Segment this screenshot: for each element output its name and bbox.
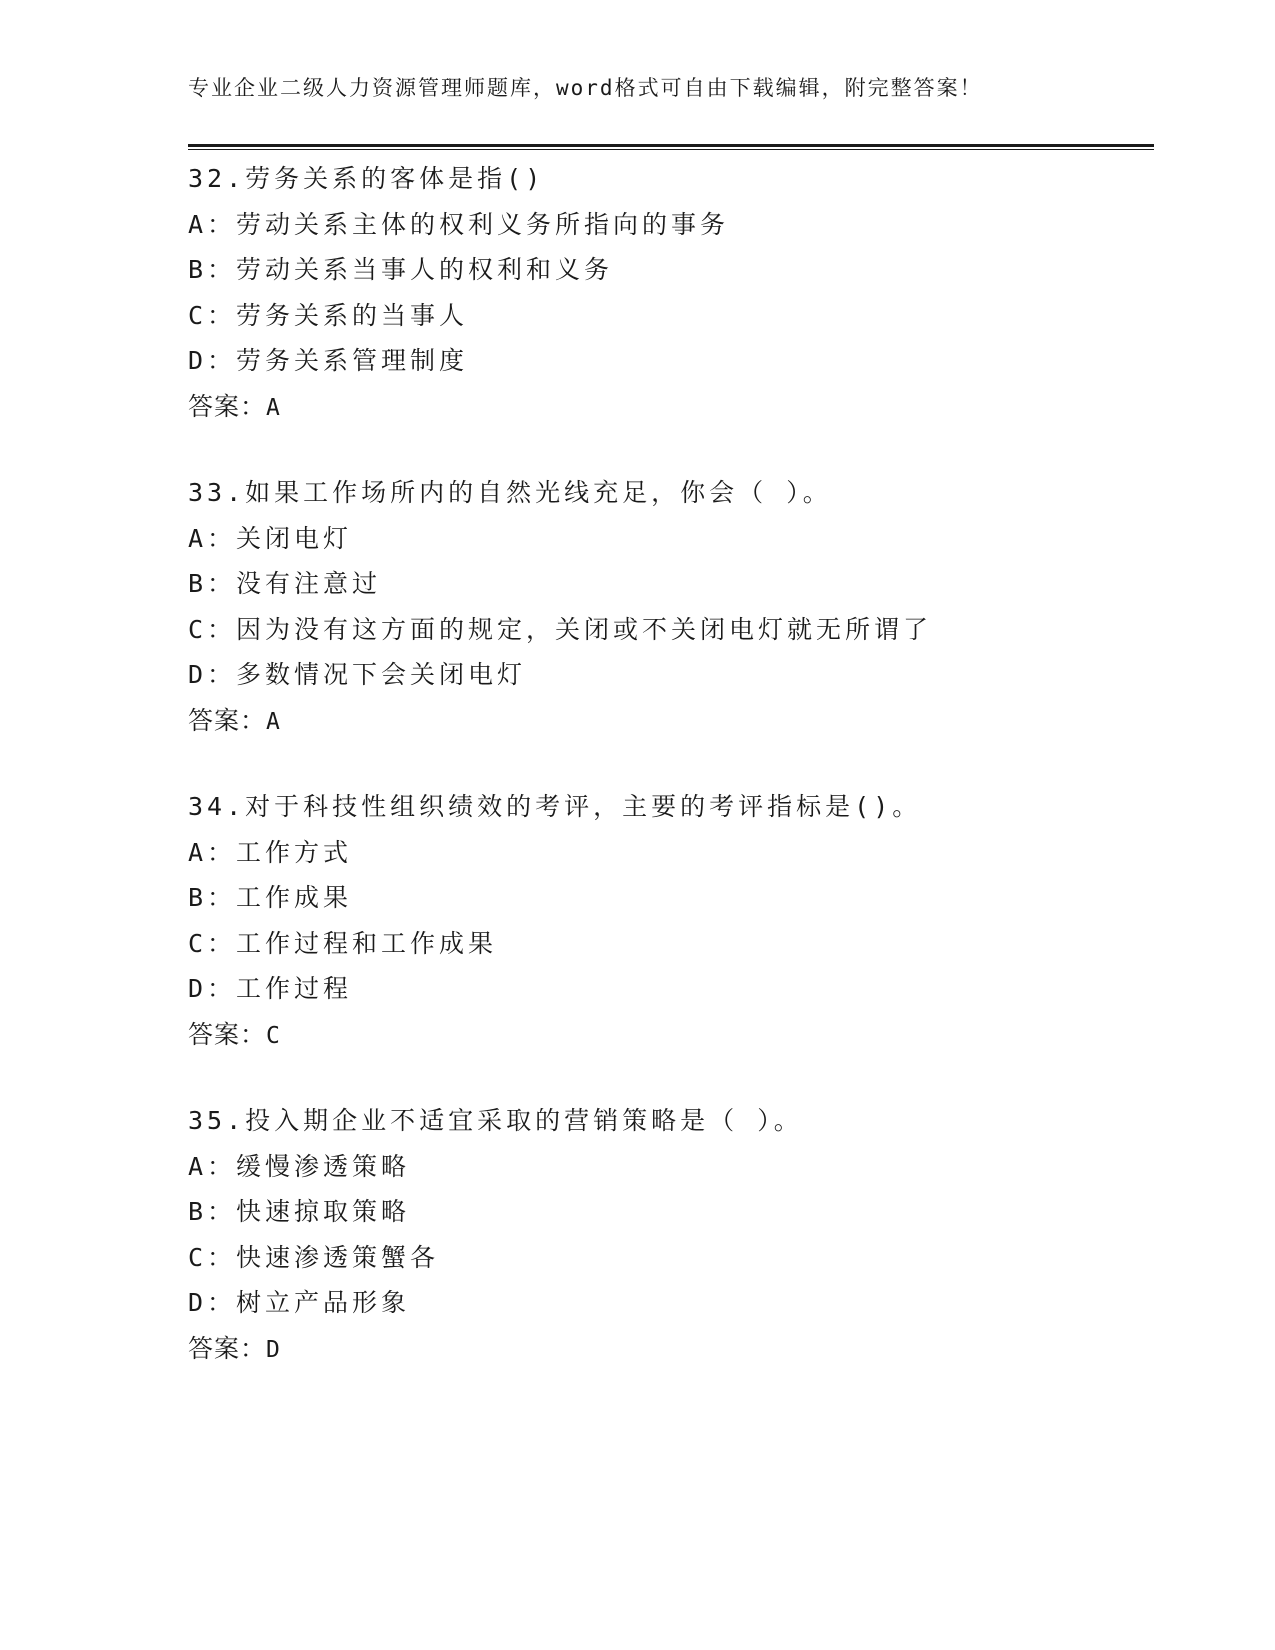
option-a: A：工作方式 — [188, 837, 353, 867]
header-divider-thin — [188, 149, 1154, 150]
question-list — [188, 156, 1154, 1412]
answer-value: C — [266, 1022, 280, 1049]
question-34 — [188, 784, 1154, 1057]
option-b: B：快速掠取策略 — [188, 1197, 411, 1226]
option-a: A：关闭电灯 — [188, 523, 353, 553]
answer-line — [188, 1012, 1154, 1058]
option-c: C：劳务关系的当事人 — [188, 300, 469, 330]
answer-label: 答案： — [188, 1019, 267, 1049]
answer-value: A — [266, 708, 280, 735]
question-stem: 34.对于科技性组织绩效的考评，主要的考评指标是()。 — [188, 792, 922, 821]
option-d: D：树立产品形象 — [188, 1288, 411, 1317]
question-stem: 33.如果工作场所内的自然光线充足，你会（ ）。 — [188, 478, 832, 507]
answer-line — [188, 1326, 1154, 1372]
question-33 — [188, 470, 1154, 743]
option-b: B：劳动关系当事人的权利和义务 — [188, 255, 614, 284]
option-b: B：工作成果 — [188, 883, 353, 912]
question-35 — [188, 1098, 1154, 1371]
option-a: A：劳动关系主体的权利义务所指向的事务 — [188, 209, 730, 239]
answer-label: 答案： — [188, 391, 267, 421]
option-c: C：工作过程和工作成果 — [188, 928, 498, 958]
page-header: 专业企业二级人力资源管理师题库，word格式可自由下载编辑，附完整答案！ — [188, 76, 983, 100]
question-stem: 35.投入期企业不适宜采取的营销策略是（ ）。 — [188, 1106, 803, 1135]
option-a: A：缓慢渗透策略 — [188, 1151, 411, 1181]
option-c: C：快速渗透策蟹各 — [188, 1242, 440, 1272]
answer-value: D — [266, 1336, 280, 1363]
option-d: D：工作过程 — [188, 974, 353, 1003]
answer-line — [188, 384, 1154, 430]
header-divider-thick — [188, 144, 1154, 147]
option-c: C：因为没有这方面的规定，关闭或不关闭电灯就无所谓了 — [188, 614, 933, 644]
answer-label: 答案： — [188, 705, 267, 735]
question-stem: 32.劳务关系的客体是指() — [188, 164, 545, 193]
answer-label: 答案： — [188, 1333, 267, 1363]
option-d: D：劳务关系管理制度 — [188, 346, 469, 375]
option-b: B：没有注意过 — [188, 569, 382, 598]
answer-line — [188, 698, 1154, 744]
question-32 — [188, 156, 1154, 429]
answer-value: A — [266, 394, 280, 421]
option-d: D：多数情况下会关闭电灯 — [188, 660, 527, 689]
